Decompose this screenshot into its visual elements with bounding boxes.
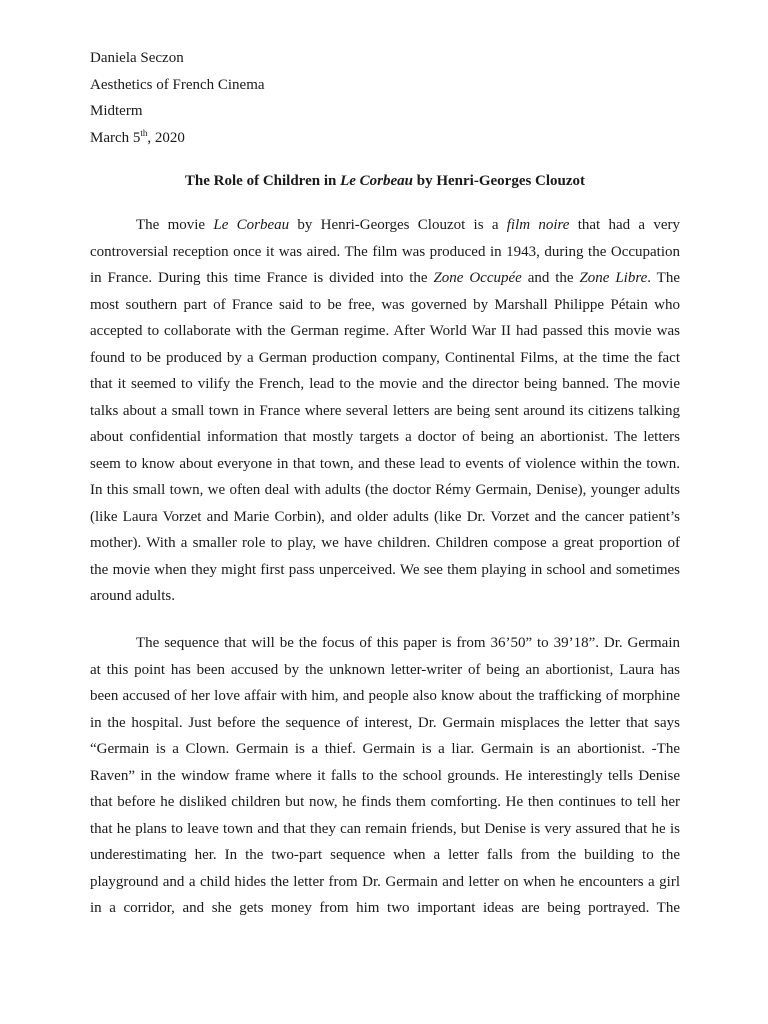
- title-prefix: The Role of Children in: [184, 173, 341, 189]
- paragraph-line: In this small town, we often deal with adults (the doctor Rémy Germain, Denise), younger adults: [90, 482, 680, 498]
- paragraph-line: that he plans to leave town and that they can remain friends, but Denise is very assured that he is: [90, 820, 680, 837]
- paragraph-line: [90, 212, 680, 239]
- paragraph-line: around adults.: [90, 588, 175, 604]
- text-run: . The: [647, 270, 680, 286]
- title-film: Le Corbeau: [340, 173, 413, 189]
- paragraph-line: seem to know about everyone in that town, and these lead to events of violence within the town.: [90, 455, 680, 472]
- paragraph-line: [90, 265, 680, 292]
- zone-term: Zone Occupée: [433, 270, 522, 286]
- paragraph-line: about confidential information that mostly targets a doctor of being an abortionist. The letters: [90, 429, 680, 445]
- zone-term: Zone Libre: [579, 270, 648, 286]
- film-title: Le Corbeau: [213, 217, 290, 233]
- paragraph-line: talks about a small town in France where several letters are being sent around its citizens talking: [90, 402, 680, 419]
- paragraph-line: playground and a child hides the letter from Dr. Germain and letter on when he encounters a girl: [90, 873, 680, 890]
- paragraph-line: that before he disliked children but now, he finds them comforting. He then continues to tell her: [90, 794, 680, 810]
- assignment-name: Midterm: [90, 103, 143, 119]
- document-header: [90, 45, 690, 151]
- paragraph-1: [90, 212, 680, 610]
- date-year: , 2020: [147, 129, 185, 146]
- paragraph-line: (like Laura Vorzet and Marie Corbin), and older adults (like Dr. Vorzet and the cancer patient’s: [90, 508, 680, 525]
- document-date: [90, 125, 690, 152]
- paragraph-line: accepted to collaborate with the German regime. After World War II had passed this movie was: [90, 323, 680, 339]
- paragraph-line: Raven” in the window frame where it falls to the school grounds. He interestingly tells Denise: [90, 767, 680, 784]
- paragraph-line: found to be produced by a German production company, Continental Films, at the time the fact: [90, 349, 680, 366]
- paragraph-line: in the hospital. Just before the sequence of interest, Dr. Germain misplaces the letter that says: [90, 714, 680, 731]
- title-suffix: by Henri-Georges Clouzot: [413, 173, 586, 189]
- text-run: that had a very: [569, 217, 680, 233]
- genre-term: film noire: [506, 217, 570, 233]
- paragraph-line: that it seemed to vilify the French, lead to the movie and the director being banned. The movie: [90, 376, 680, 392]
- paragraph-line: controversial reception once it was aired. The film was produced in 1943, during the Occupation: [90, 243, 680, 260]
- document-title: [90, 168, 680, 194]
- text-run: in France. During this time France is divided into the: [90, 270, 434, 286]
- paragraph-line: underestimating her. In the two-part sequence when a letter falls from the building to the: [90, 847, 680, 863]
- author-name: Daniela Seczon: [90, 50, 184, 66]
- date-month-day: March 5: [90, 129, 141, 146]
- paragraph-line: in a corridor, and she gets money from him two important ideas are being portrayed. The: [90, 900, 680, 916]
- text-run: The movie: [136, 217, 214, 233]
- paragraph-line: “Germain is a Clown. Germain is a thief. Germain is a liar. Germain is an abortionist. -The: [90, 741, 680, 757]
- paragraph-line: The sequence that will be the focus of this paper is from 36’50” to 39’18”. Dr. Germain: [136, 635, 680, 651]
- paragraph-line: most southern part of France said to be free, was governed by Marshall Philippe Pétain who: [90, 296, 680, 313]
- paragraph-line: been accused of her love affair with him, and people also know about the trafficking of morphine: [90, 688, 680, 704]
- text-run: and the: [521, 270, 580, 286]
- paragraph-line: the movie when they might first pass unperceived. We see them playing in school and sometimes: [90, 561, 680, 578]
- paragraph-line: at this point has been accused by the unknown letter-writer of being an abortionist, Laura has: [90, 661, 680, 678]
- paragraph-line: mother). With a smaller role to play, we have children. Children compose a great proportion of: [90, 535, 680, 551]
- date-ordinal: th: [140, 127, 148, 138]
- paragraph-2: [90, 630, 680, 922]
- course-name: Aesthetics of French Cinema: [90, 76, 265, 93]
- text-run: by Henri-Georges Clouzot is a: [289, 217, 507, 233]
